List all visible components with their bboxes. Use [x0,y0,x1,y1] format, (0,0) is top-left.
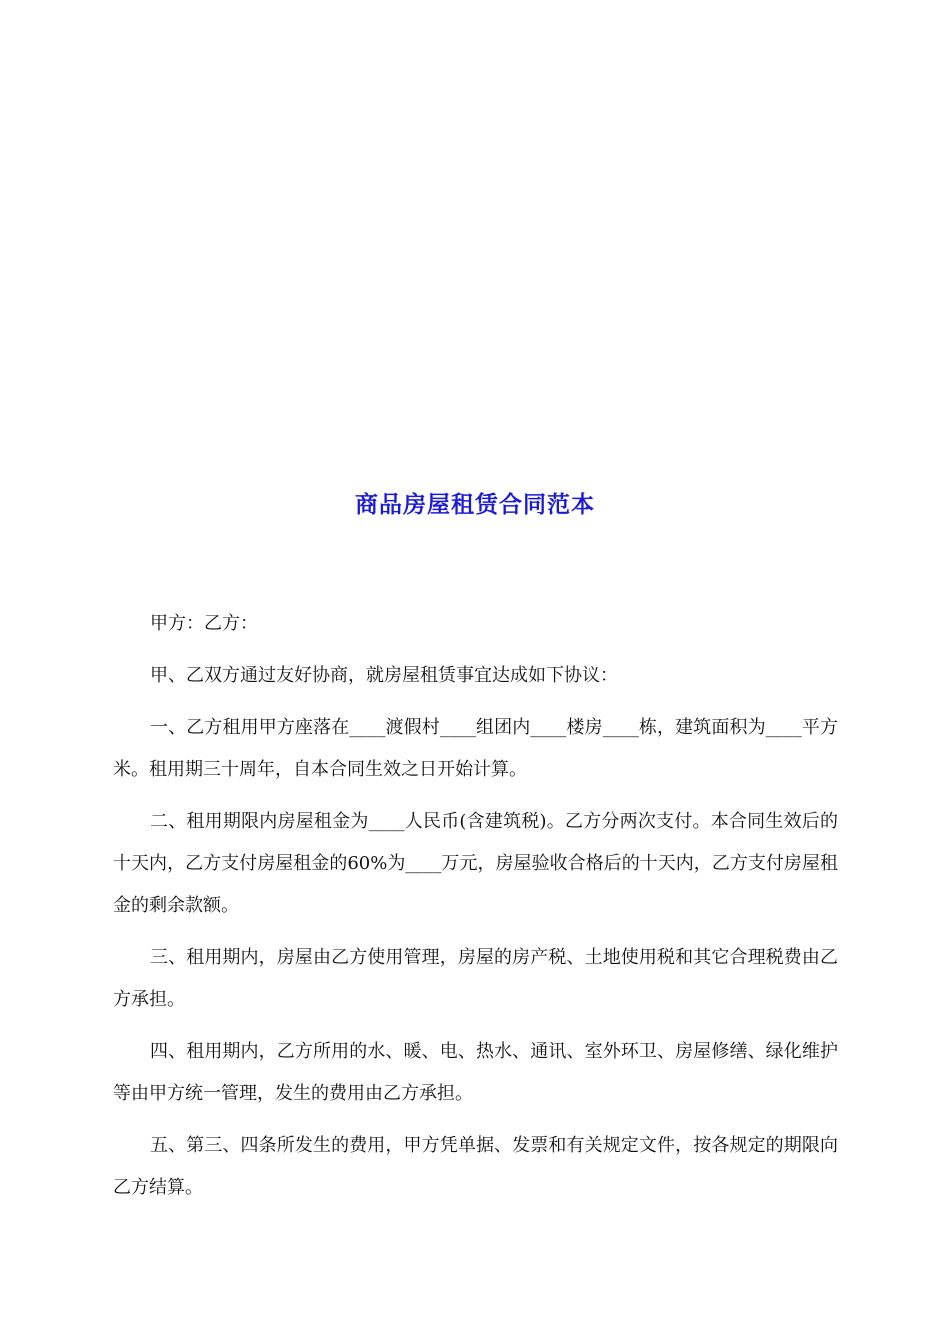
document-title: 商品房屋租赁合同范本 [355,492,595,518]
party-line: 甲方：乙方： [150,613,258,634]
clause-3: 三、租用期内，房屋由乙方使用管理，房屋的房产税、土地使用税和其它合理税费由乙方承担。 [113,947,838,1010]
agreement-intro: 甲、乙双方通过友好协商，就房屋租赁事宜达成如下协议： [150,665,618,686]
clause-1: 一、乙方租用甲方座落在____渡假村____组团内____楼房____栋，建筑面积为____平方米。租用期三十周年，自本合同生效之日开始计算。 [113,717,838,780]
clause-4: 四、租用期内，乙方所用的水、暖、电、热水、通讯、室外环卫、房屋修缮、绿化维护等由甲方统一管理，发生的费用由乙方承担。 [113,1041,838,1104]
clause-5: 五、第三、四条所发生的费用，甲方凭单据、发票和有关规定文件，按各规定的期限向乙方结算。 [113,1135,838,1198]
document-body [113,603,838,1219]
clause-2: 二、租用期限内房屋租金为____人民币(含建筑税)。乙方分两次支付。本合同生效后的十天内，乙方支付房屋租金的60%为____万元，房屋验收合格后的十天内，乙方支付房屋租金的剩余款额。 [113,811,838,916]
